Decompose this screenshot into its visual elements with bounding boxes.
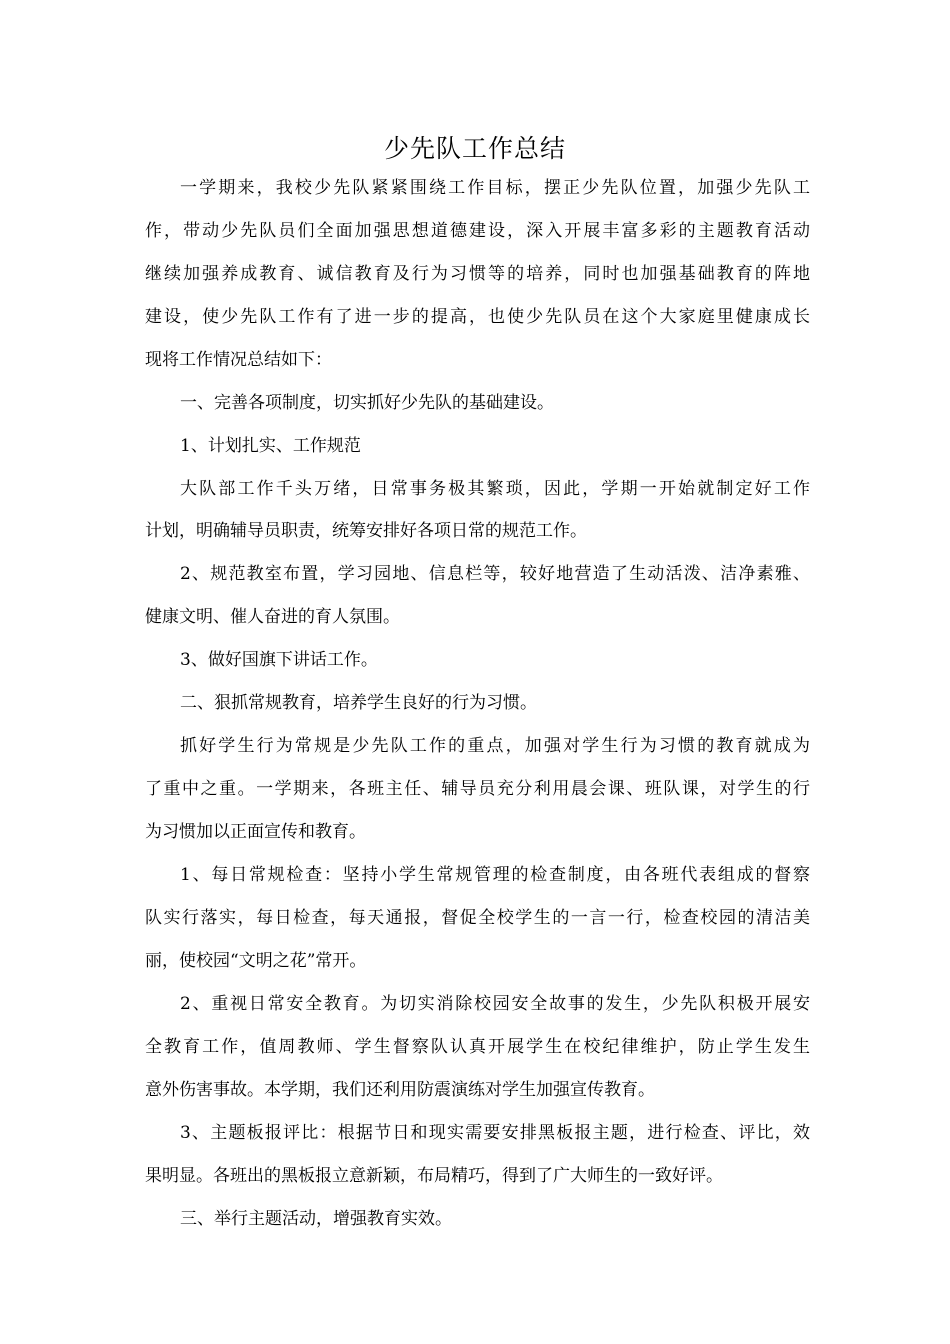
document-title: 少先队工作总结 — [383, 134, 566, 163]
paragraph-line: 果明显。各班出的黑板报立意新颖，布局精巧，得到了广大师生的一致好评。 — [145, 1166, 723, 1186]
subsection-heading: 3、做好国旗下讲话工作。 — [180, 650, 378, 670]
section-heading: 三、举行主题活动，增强教育实效。 — [180, 1209, 452, 1229]
paragraph-line: 计划，明确辅导员职责，统筹安排好各项日常的规范工作。 — [145, 521, 587, 541]
paragraph-line: 意外伤害事故。本学期，我们还利用防震演练对学生加强宣传教育。 — [145, 1080, 655, 1100]
paragraph-line: 抓好学生行为常规是少先队工作的重点，加强对学生行为习惯的教育就成为 — [180, 736, 810, 756]
paragraph-line: 队实行落实，每日检查，每天通报，督促全校学生的一言一行，检查校园的清洁美 — [145, 908, 810, 928]
paragraph-line: 继续加强养成教育、诚信教育及行为习惯等的培养，同时也加强基础教育的阵地 — [145, 264, 810, 284]
paragraph-line: 2、规范教室布置，学习园地、信息栏等，较好地营造了生动活泼、洁净素雅、 — [180, 564, 810, 584]
paragraph-line: 3、主题板报评比：根据节日和现实需要安排黑板报主题，进行检查、评比，效 — [180, 1123, 810, 1143]
paragraph-line: 2、重视日常安全教育。为切实消除校园安全故事的发生，少先队积极开展安 — [180, 994, 810, 1014]
paragraph-line: 一学期来，我校少先队紧紧围绕工作目标，摆正少先队位置，加强少先队工 — [180, 178, 810, 198]
section-heading: 一、完善各项制度，切实抓好少先队的基础建设。 — [180, 393, 554, 413]
subsection-heading: 1、计划扎实、工作规范 — [180, 436, 361, 456]
paragraph-line: 全教育工作，值周教师、学生督察队认真开展学生在校纪律维护，防止学生发生 — [145, 1037, 810, 1057]
paragraph-line: 为习惯加以正面宣传和教育。 — [145, 822, 366, 842]
paragraph-line: 1、每日常规检查：坚持小学生常规管理的检查制度，由各班代表组成的督察 — [180, 865, 810, 885]
paragraph-line: 了重中之重。一学期来，各班主任、辅导员充分利用晨会课、班队课，对学生的行 — [145, 779, 810, 799]
paragraph-line: 健康文明、催人奋进的育人氛围。 — [145, 607, 400, 627]
section-heading: 二、狠抓常规教育，培养学生良好的行为习惯。 — [180, 693, 537, 713]
paragraph-line: 丽，使校园“文明之花”常开。 — [145, 951, 367, 971]
paragraph-line: 建设，使少先队工作有了进一步的提高，也使少先队员在这个大家庭里健康成长 — [145, 307, 810, 327]
paragraph-line: 大队部工作千头万绪，日常事务极其繁琐，因此，学期一开始就制定好工作 — [180, 479, 810, 499]
paragraph-line: 作，带动少先队员们全面加强思想道德建设，深入开展丰富多彩的主题教育活动 — [145, 221, 810, 241]
paragraph-line: 现将工作情况总结如下： — [145, 350, 332, 370]
